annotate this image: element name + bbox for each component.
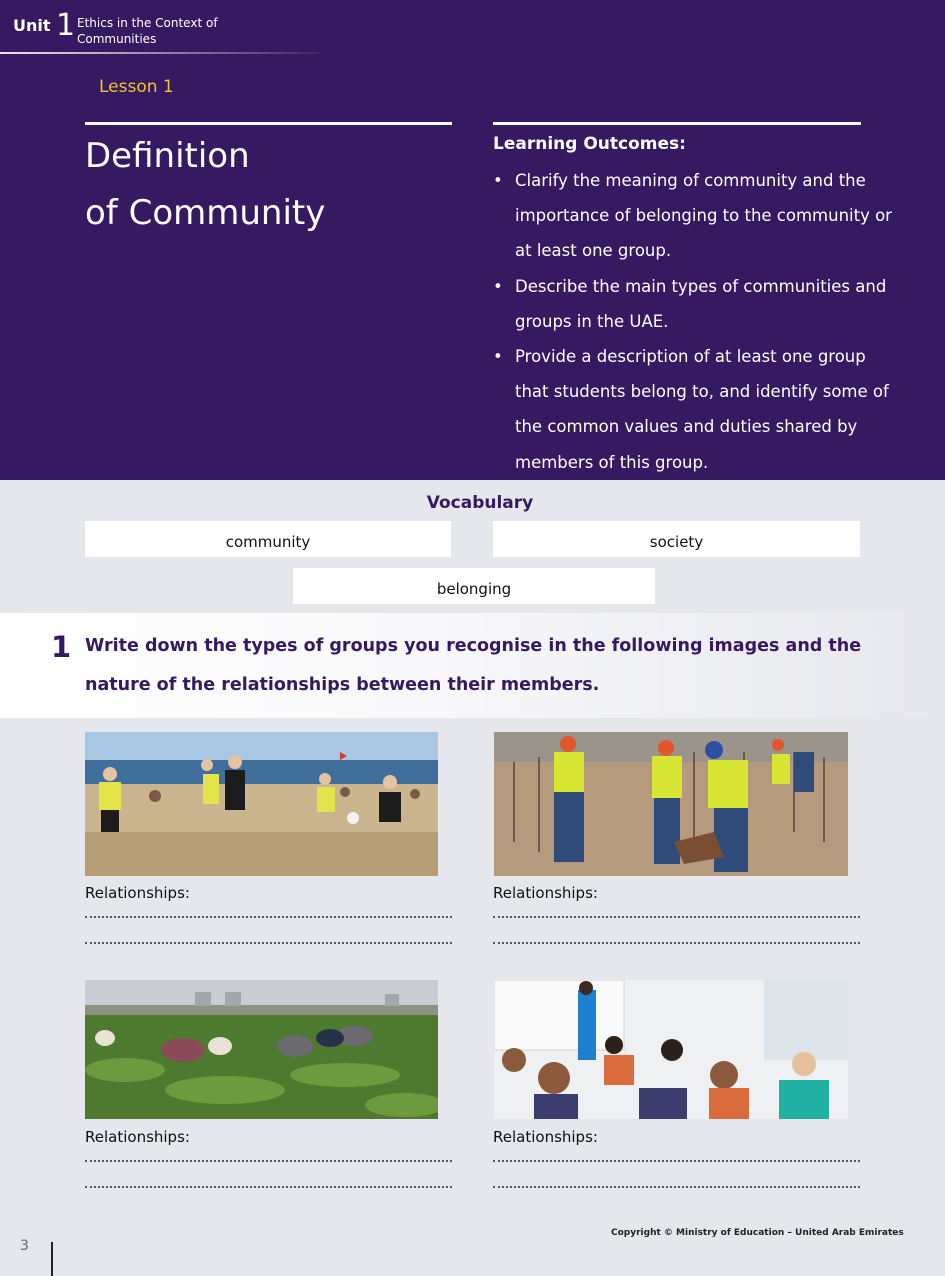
learning-outcome-text: Clarify the meaning of community and the importance of belonging to the community or at least one group. <box>515 171 892 261</box>
question-text: Write down the types of groups you recognise in the following images and the nature of the relationships between their members. <box>85 636 862 695</box>
unit-divider <box>0 52 320 54</box>
learning-outcomes-list <box>493 163 893 480</box>
question-number: 1 <box>51 630 72 664</box>
learning-outcome-item: • Describe the main types of communities and groups in the UAE. <box>493 276 887 331</box>
classroom-photo <box>494 980 848 1119</box>
relationships-label: Relationships: <box>85 884 190 902</box>
answer-line[interactable] <box>85 1160 452 1162</box>
relationships-label: Relationships: <box>493 884 598 902</box>
beach-football-photo <box>85 732 438 876</box>
learning-outcome-text: Provide a description of at least one group that students belong to, and identify some of the common values and duties shared by members of this group. <box>515 347 889 472</box>
answer-line[interactable] <box>493 1186 860 1188</box>
vocab-word-community: community <box>85 521 451 557</box>
vocab-word-society: society <box>493 521 860 557</box>
answer-line[interactable] <box>85 916 452 918</box>
answer-line[interactable] <box>85 1186 452 1188</box>
farm-workers-photo <box>85 980 438 1119</box>
page-title-line-2: of Community <box>85 193 326 233</box>
copyright-notice: Copyright © Ministry of Education – United Arab Emirates <box>611 1228 904 1238</box>
answer-line[interactable] <box>493 942 860 944</box>
answer-line[interactable] <box>493 916 860 918</box>
learning-outcomes-heading: Learning Outcomes: <box>493 134 686 154</box>
relationships-label: Relationships: <box>493 1128 598 1146</box>
learning-outcome-item: • Clarify the meaning of community and the importance of belonging to the community or at least one group. <box>493 171 892 261</box>
answer-line[interactable] <box>85 942 452 944</box>
relationships-label: Relationships: <box>85 1128 190 1146</box>
vocabulary-heading: Vocabulary <box>426 493 534 513</box>
page-title <box>85 128 445 242</box>
unit-title: Ethics in the Context of Communities <box>77 16 218 46</box>
answer-line[interactable] <box>493 1160 860 1162</box>
unit-label: Unit <box>13 16 51 35</box>
learning-outcome-text: Describe the main types of communities and groups in the UAE. <box>515 276 887 331</box>
vocab-word-belonging: belonging <box>293 568 655 604</box>
outcomes-rule <box>493 122 861 125</box>
page-title-line-1: Definition <box>85 136 250 176</box>
unit-number: 1 <box>56 8 76 43</box>
construction-workers-photo <box>494 732 848 876</box>
lesson-label: Lesson 1 <box>99 77 174 97</box>
page-number-bar <box>51 1242 53 1276</box>
learning-outcome-item: • Provide a description of at least one group that students belong to, and identify some of the common values and duties shared by members of this group. <box>493 347 889 472</box>
page-number: 3 <box>20 1238 29 1254</box>
title-rule <box>85 122 452 125</box>
